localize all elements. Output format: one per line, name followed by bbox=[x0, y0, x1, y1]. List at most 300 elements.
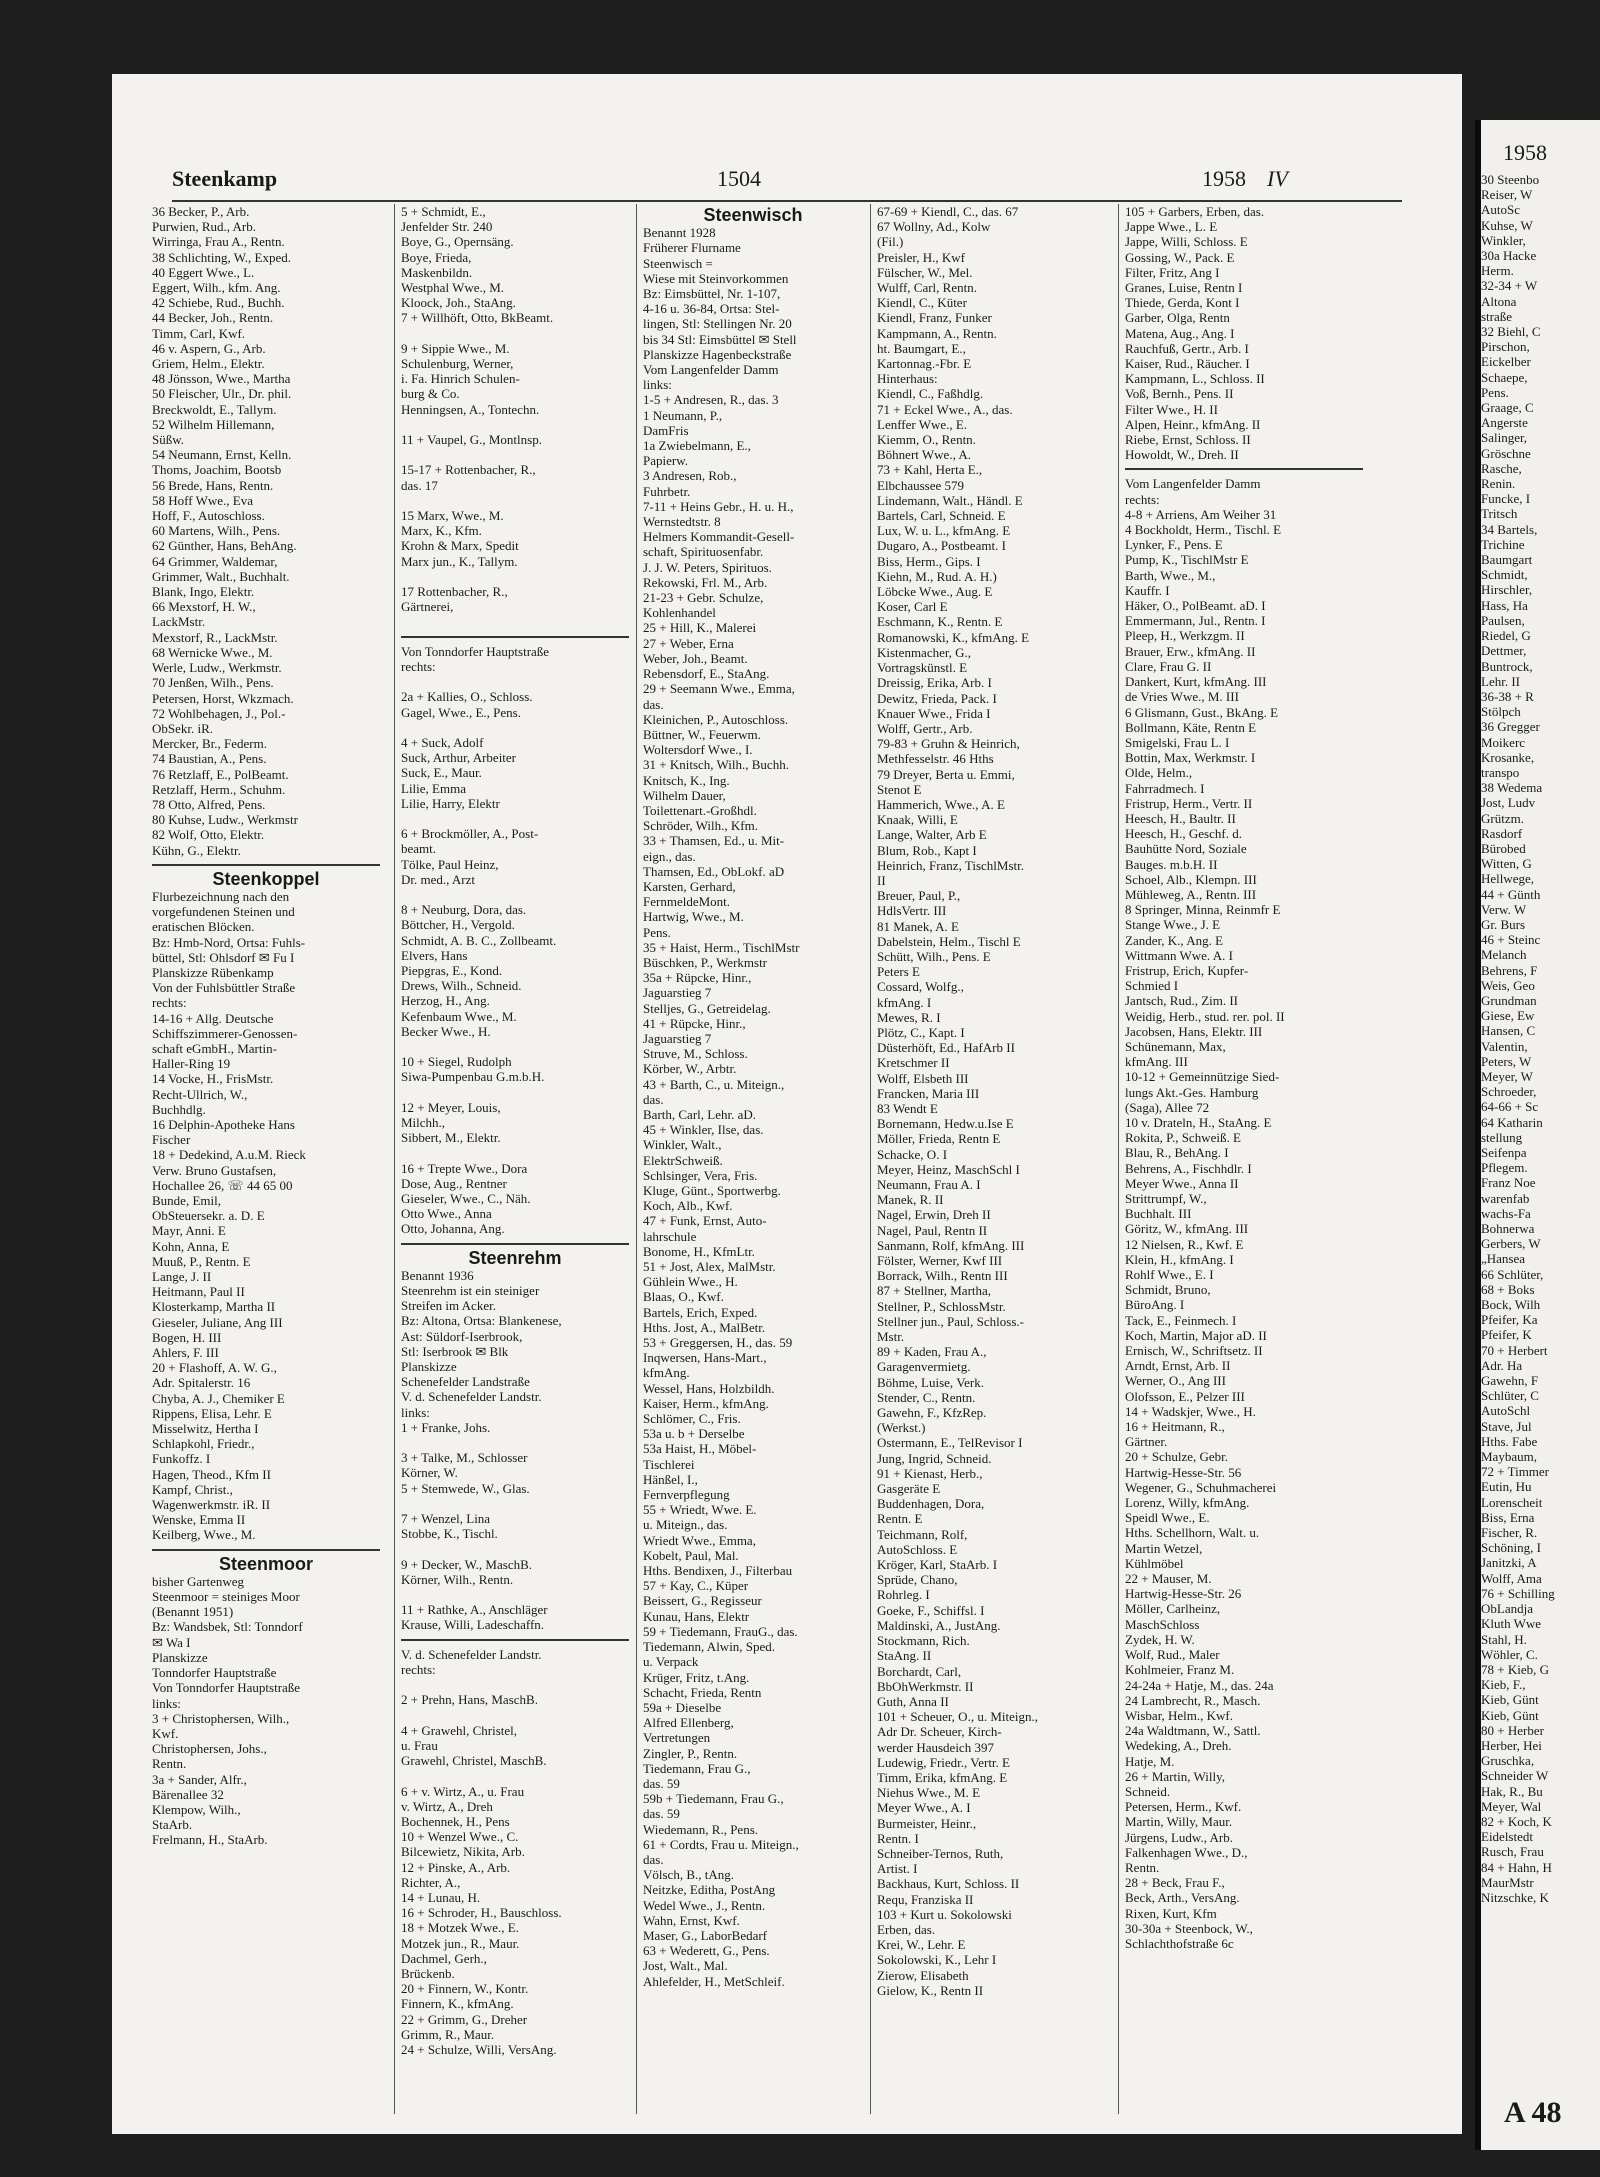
directory-entry bbox=[401, 1541, 629, 1556]
directory-entry: 7 + Willhöft, Otto, BkBeamt. bbox=[401, 310, 554, 326]
directory-entry: Schiffszimmerer-Genossen- bbox=[152, 1025, 298, 1041]
directory-entry: Rauchfuß, Gertr., Arb. I bbox=[1125, 340, 1249, 356]
adjacent-entry: Meyer, Wal bbox=[1481, 1798, 1542, 1814]
directory-entry: eratischen Blöcken. bbox=[152, 919, 255, 935]
directory-entry: Lindemann, Walt., Händl. E bbox=[877, 492, 1023, 508]
directory-entry: Thamsen, Ed., ObLokf. aD bbox=[643, 863, 785, 879]
directory-entry: Hochallee 26, ☏ 44 65 00 bbox=[152, 1177, 293, 1193]
directory-entry: Speidl Wwe., E. bbox=[1125, 1510, 1210, 1526]
directory-entry: Wolff, Gertr., Arb. bbox=[877, 720, 973, 736]
directory-entry: Buchhdlg. bbox=[152, 1101, 206, 1117]
directory-entry: Steenmoor = steiniges Moor bbox=[152, 1589, 300, 1605]
directory-entry: Kohlenhandel bbox=[643, 605, 716, 621]
directory-entry: Strittrumpf, W., bbox=[1125, 1191, 1207, 1206]
directory-entry: 89 + Kaden, Frau A., bbox=[877, 1344, 987, 1360]
directory-entry: 30-30a + Steenbock, W., bbox=[1125, 1920, 1253, 1936]
adjacent-entry: Hirschler, bbox=[1481, 582, 1533, 598]
directory-entry: bis 34 Stl: Eimsbüttel ✉ Stell bbox=[643, 331, 797, 347]
directory-entry: Dr. med., Arzt bbox=[401, 871, 476, 887]
directory-entry: Büttner, W., Feuerwm. bbox=[643, 726, 761, 742]
adjacent-entry: Melanch bbox=[1481, 947, 1527, 963]
adjacent-entry: Peters, W bbox=[1481, 1053, 1532, 1069]
directory-entry: Hoff, F., Autoschloss. bbox=[152, 508, 265, 524]
directory-entry: 14 + Wadskjer, Wwe., H. bbox=[1125, 1403, 1256, 1419]
directory-entry: ht. Baumgart, E., bbox=[877, 340, 966, 356]
directory-entry: 35a + Rüpcke, Hinr., bbox=[643, 970, 752, 986]
directory-entry: 22 + Grimm, G., Dreher bbox=[401, 2011, 528, 2027]
directory-entry: 10 + Siegel, Rudolph bbox=[401, 1054, 512, 1070]
directory-entry: Mewes, R. I bbox=[877, 1009, 941, 1025]
directory-entry: 6 Glismann, Gust., BkAng. E bbox=[1125, 704, 1279, 720]
directory-entry: 83 Wendt E bbox=[877, 1100, 938, 1116]
adjacent-entry: Eickelber bbox=[1481, 354, 1531, 370]
section-divider bbox=[1125, 468, 1363, 470]
directory-entry: Sokolowski, K., Lehr I bbox=[877, 1952, 997, 1968]
directory-entry: Otto Wwe., Anna bbox=[401, 1206, 492, 1222]
directory-entry: (Saga), Allee 72 bbox=[1125, 1099, 1210, 1115]
directory-entry: 10 v. Drateln, H., StaAng. E bbox=[1125, 1114, 1272, 1130]
directory-entry: 16 + Schroder, H., Bauschloss. bbox=[401, 1905, 562, 1921]
directory-entry: 56 Brede, Hans, Rentn. bbox=[152, 477, 274, 493]
directory-entry: Gärtnerei, bbox=[401, 599, 454, 615]
directory-entry: 82 Wolf, Otto, Elektr. bbox=[152, 827, 265, 843]
directory-entry: Pens. bbox=[643, 924, 671, 940]
directory-entry: 22 + Mauser, M. bbox=[1125, 1571, 1212, 1587]
directory-entry: Kiendl, Franz, Funker bbox=[877, 310, 992, 326]
directory-entry: Von der Fuhlsbüttler Straße bbox=[152, 980, 296, 996]
directory-entry: Alfred Ellenberg, bbox=[643, 1715, 734, 1731]
directory-entry: Marx jun., K., Tallym. bbox=[401, 553, 518, 569]
directory-entry: Gieseler, Wwe., C., Näh. bbox=[401, 1191, 531, 1206]
directory-entry: Brauer, Erw., kfmAng. II bbox=[1125, 643, 1256, 659]
adjacent-entry: 34 Bartels, bbox=[1481, 521, 1538, 537]
directory-entry: Blau, R., BehAng. I bbox=[1125, 1145, 1229, 1161]
directory-entry: Stockmann, Rich. bbox=[877, 1633, 970, 1649]
directory-entry: Henningsen, A., Tontechn. bbox=[401, 401, 540, 417]
directory-entry: Schneiber-Ternos, Ruth, bbox=[877, 1845, 1004, 1861]
street-heading: Steenwisch bbox=[703, 205, 803, 225]
adjacent-entry: 64-66 + Sc bbox=[1481, 1099, 1539, 1115]
adjacent-entry: Buntrock, bbox=[1481, 658, 1533, 674]
directory-entry: v. Wirtz, A., Dreh bbox=[401, 1798, 493, 1814]
directory-entry: 24 + Schulze, Willi, VersAng. bbox=[401, 2041, 557, 2057]
directory-entry: Schlsinger, Vera, Fris. bbox=[643, 1167, 758, 1183]
directory-entry: Lange, J. II bbox=[152, 1269, 212, 1285]
directory-entry: eign., das. bbox=[643, 848, 696, 864]
directory-entry: 10 + Wenzel Wwe., C. bbox=[401, 1829, 519, 1845]
directory-entry: 68 Wernicke Wwe., M. bbox=[152, 644, 273, 660]
adjacent-entry: Schneider W bbox=[1481, 1768, 1549, 1784]
directory-entry: Wisbar, Helm., Kwf. bbox=[1125, 1707, 1233, 1723]
directory-entry: Wenske, Emma II bbox=[152, 1512, 246, 1528]
directory-entry: das. bbox=[643, 1851, 664, 1867]
directory-entry: Ernisch, W., Schriftsetz. II bbox=[1125, 1343, 1263, 1359]
adjacent-entry: AutoSchl bbox=[1481, 1403, 1531, 1419]
directory-entry: Behrens, A., Fischhdlr. I bbox=[1125, 1160, 1252, 1176]
directory-entry: Fölster, Werner, Kwf III bbox=[877, 1253, 1003, 1269]
directory-entry: Kohn, Anna, E bbox=[152, 1238, 230, 1254]
directory-entry: Streifen im Acker. bbox=[401, 1298, 496, 1314]
directory-entry: 64 Grimmer, Waldemar, bbox=[152, 553, 278, 569]
directory-entry: Lilie, Emma bbox=[401, 780, 466, 796]
directory-entry: 53a Haist, H., Möbel- bbox=[643, 1441, 757, 1457]
directory-entry: Möller, Carlheinz, bbox=[1125, 1601, 1221, 1617]
directory-entry: das. 17 bbox=[401, 477, 438, 493]
directory-entry: Klempow, Wilh., bbox=[152, 1801, 241, 1817]
directory-entry: 79 Dreyer, Berta u. Emmi, bbox=[877, 766, 1015, 782]
directory-entry: Barth, Wwe., M., bbox=[1125, 567, 1216, 583]
directory-entry: Helmers Kommandit-Gesell- bbox=[643, 529, 795, 545]
directory-entry: 44 Becker, Joh., Rentn. bbox=[152, 310, 274, 326]
directory-entry: Toilettenart.-Großhdl. bbox=[643, 802, 757, 818]
directory-entry: 54 Neumann, Ernst, Kelln. bbox=[152, 447, 292, 463]
adjacent-entry: Hak, R., Bu bbox=[1481, 1783, 1543, 1799]
directory-entry: Fristrup, Herm., Vertr. II bbox=[1125, 795, 1253, 811]
directory-entry: Stellner, P., SchlossMstr. bbox=[877, 1298, 1006, 1314]
directory-entry: Papierw. bbox=[643, 453, 689, 469]
adjacent-entry: transpo bbox=[1481, 764, 1520, 780]
directory-entry: Karsten, Gerhard, bbox=[643, 878, 736, 894]
adjacent-entry: Pfeifer, K bbox=[1481, 1327, 1532, 1343]
directory-entry: Stange Wwe., J. E bbox=[1125, 917, 1221, 933]
directory-entry: II bbox=[877, 872, 886, 888]
directory-entry: Ludewig, Friedr., Vertr. E bbox=[877, 1754, 1010, 1770]
directory-entry: Kwf. bbox=[152, 1725, 179, 1741]
directory-entry: Christophersen, Johs., bbox=[152, 1741, 267, 1757]
directory-entry: Maskenbildn. bbox=[401, 264, 473, 280]
directory-entry: Gawehn, F., KfzRep. bbox=[877, 1405, 987, 1421]
directory-entry: Jantsch, Rud., Zim. II bbox=[1125, 993, 1239, 1009]
directory-entry: schaft eGmbH., Martin- bbox=[152, 1040, 277, 1056]
directory-entry: Bauhütte Nord, Soziale bbox=[1125, 841, 1247, 857]
adjacent-entry: Schmidt, bbox=[1481, 567, 1528, 583]
directory-entry: 24a Waldtmann, W., Sattl. bbox=[1125, 1723, 1261, 1739]
directory-entry: rechts: bbox=[152, 995, 187, 1011]
directory-entry: 51 + Jost, Alex, MalMstr. bbox=[643, 1259, 776, 1275]
directory-entry: 71 + Eckel Wwe., A., das. bbox=[877, 401, 1013, 417]
adjacent-entry: 36-38 + R bbox=[1481, 688, 1534, 704]
directory-entry: 26 + Martin, Willy, bbox=[1125, 1768, 1225, 1784]
directory-entry: Timm, Erika, kfmAng. E bbox=[877, 1769, 1008, 1785]
directory-entry: Fischer bbox=[152, 1132, 191, 1148]
directory-entry: 53a u. b + Derselbe bbox=[643, 1426, 745, 1442]
directory-entry: Romanowski, K., kfmAng. E bbox=[877, 629, 1030, 645]
adjacent-entry: Kieb, Günt bbox=[1481, 1692, 1539, 1708]
directory-entry: Kloock, Joh., StaAng. bbox=[401, 295, 516, 311]
directory-entry: Kleinichen, P., Autoschloss. bbox=[643, 711, 789, 727]
directory-entry: 55 + Wriedt, Wwe. E. bbox=[643, 1502, 757, 1518]
directory-entry: Buddenhagen, Dora, bbox=[877, 1496, 985, 1512]
directory-entry bbox=[401, 569, 629, 584]
directory-entry: Schneid. bbox=[1125, 1783, 1171, 1799]
directory-entry: 59b + Tiedemann, Frau G., bbox=[643, 1791, 784, 1807]
directory-entry: Heinrich, Franz, TischlMstr. bbox=[877, 857, 1024, 873]
adjacent-entry: Eutin, Hu bbox=[1481, 1479, 1532, 1495]
directory-entry: Beck, Arth., VersAng. bbox=[1125, 1890, 1240, 1906]
directory-entry: 7 + Wenzel, Lina bbox=[401, 1511, 491, 1527]
directory-entry: Von Tonndorfer Hauptstraße bbox=[152, 1680, 301, 1696]
directory-entry bbox=[401, 326, 629, 341]
adjacent-entry: Lehr. II bbox=[1481, 673, 1520, 689]
directory-entry: 24-24a + Hatje, M., das. 24a bbox=[1125, 1677, 1274, 1693]
directory-entry: 9 + Sippie Wwe., M. bbox=[401, 340, 510, 356]
adjacent-entry: Wöhler, C. bbox=[1481, 1646, 1538, 1662]
directory-entry: Fernverpflegung bbox=[643, 1487, 730, 1503]
adjacent-entry: 78 + Kieb, G bbox=[1481, 1661, 1549, 1677]
directory-entry: 20 + Finnern, W., Kontr. bbox=[401, 1981, 529, 1997]
adjacent-entry: Stahl, H. bbox=[1481, 1631, 1527, 1647]
directory-entry: HdlsVertr. III bbox=[877, 903, 947, 919]
directory-entry: Wahn, Ernst, Kwf. bbox=[643, 1912, 740, 1928]
directory-entry: Koser, Carl E bbox=[877, 599, 948, 615]
directory-entry: Olofsson, E., Pelzer III bbox=[1125, 1388, 1245, 1404]
adjacent-entry: Stölpch bbox=[1481, 704, 1521, 720]
directory-entry: 28 + Beck, Frau F., bbox=[1125, 1875, 1225, 1891]
directory-entry: Haller-Ring 19 bbox=[152, 1056, 231, 1072]
column-2 bbox=[394, 204, 629, 2114]
directory-entry: Rohlf Wwe., E. I bbox=[1125, 1267, 1214, 1283]
directory-entry: Bärenallee 32 bbox=[152, 1786, 224, 1802]
directory-entry: 8 Springer, Minna, Reinmfr E bbox=[1125, 902, 1281, 918]
directory-entry: Kampf, Christ., bbox=[152, 1481, 233, 1497]
directory-entry: 61 + Cordts, Frau u. Miteign., bbox=[643, 1836, 799, 1852]
directory-entry: StaArb. bbox=[152, 1817, 193, 1833]
directory-entry: ObSekr. iR. bbox=[152, 720, 214, 736]
adjacent-entry: AutoSc bbox=[1481, 202, 1520, 218]
directory-entry: (Werkst.) bbox=[877, 1420, 926, 1436]
directory-entry: Gärtner. bbox=[1125, 1434, 1168, 1450]
directory-entry: Klein, H., kfmAng. I bbox=[1125, 1251, 1234, 1267]
directory-entry: Martin, Willy, Maur. bbox=[1125, 1814, 1233, 1830]
directory-entry: J. J. W. Peters, Spirituos. bbox=[643, 559, 772, 575]
directory-entry: Weidig, Herb., stud. rer. pol. II bbox=[1125, 1008, 1285, 1024]
adjacent-entry: Reiser, W bbox=[1481, 187, 1533, 203]
directory-entry: Stelljes, G., Getreidelag. bbox=[643, 1000, 771, 1016]
adjacent-entry: Angerste bbox=[1481, 415, 1528, 431]
directory-entry: Tölke, Paul Heinz, bbox=[401, 856, 499, 872]
directory-entry: Flurbezeichnung nach den bbox=[152, 888, 290, 904]
directory-entry: Borchardt, Carl, bbox=[877, 1663, 962, 1679]
adjacent-entry: Kieb, F., bbox=[1481, 1677, 1526, 1693]
directory-entry: Thiede, Gerda, Kont I bbox=[1125, 295, 1240, 311]
directory-entry: 9 + Decker, W., MaschB. bbox=[401, 1556, 533, 1572]
directory-entry: 38 Schlichting, W., Exped. bbox=[152, 249, 292, 265]
column-3 bbox=[636, 204, 863, 2114]
directory-entry bbox=[401, 811, 629, 826]
directory-entry: 10-12 + Gemeinnützige Sied- bbox=[1125, 1069, 1280, 1085]
directory-entry: Kunau, Hans, Elektr bbox=[643, 1608, 750, 1624]
directory-entry: Von Tonndorfer Hauptstraße bbox=[401, 643, 550, 659]
directory-entry: bisher Gartenweg bbox=[152, 1573, 245, 1589]
directory-entry: Hagen, Theod., Kfm II bbox=[152, 1466, 271, 1482]
column-4 bbox=[870, 204, 1111, 2114]
directory-entry: Vom Langenfelder Damm bbox=[1125, 476, 1261, 492]
adjacent-page-lines bbox=[1481, 172, 1600, 1905]
directory-entry: Petersen, Herm., Kwf. bbox=[1125, 1799, 1242, 1815]
directory-entry: Schenefelder Landstraße bbox=[401, 1374, 530, 1390]
directory-entry: Heesch, H., Baultr. II bbox=[1125, 810, 1236, 826]
directory-entry: Clare, Frau G. II bbox=[1125, 658, 1212, 674]
directory-entry: Früherer Flurname bbox=[643, 240, 741, 256]
directory-entry: werder Hausdeich 397 bbox=[877, 1739, 994, 1755]
directory-entry: Böhnert Wwe., A. bbox=[877, 447, 971, 463]
directory-entry: Schoel, Alb., Klempn. III bbox=[1125, 871, 1257, 887]
directory-entry: Grawehl, Christel, MaschB. bbox=[401, 1753, 547, 1769]
directory-entry: vorgefundenen Steinen und bbox=[152, 904, 295, 920]
directory-entry: Wiedemann, R., Pens. bbox=[643, 1821, 759, 1837]
adjacent-entry: Pirschon, bbox=[1481, 339, 1530, 355]
adjacent-entry: Hellwege, bbox=[1481, 871, 1535, 887]
directory-entry: Benannt 1928 bbox=[643, 225, 716, 241]
directory-entry: Suck, E., Maur. bbox=[401, 765, 482, 781]
directory-entry: 5 + Schmidt, E., bbox=[401, 204, 486, 219]
directory-entry: Meyer, Heinz, MaschSchl I bbox=[877, 1161, 1020, 1177]
directory-entry: Rixen, Kurt, Kfm bbox=[1125, 1905, 1217, 1921]
directory-entry: Schlapkohl, Friedr., bbox=[152, 1436, 255, 1452]
directory-entry: de Vries Wwe., M. III bbox=[1125, 689, 1239, 705]
directory-entry: Bottin, Max, Werkmstr. I bbox=[1125, 750, 1256, 766]
directory-entry: 14 Vocke, H., FrisMstr. bbox=[152, 1071, 274, 1087]
directory-entry: Gieseler, Juliane, Ang III bbox=[152, 1314, 283, 1330]
directory-entry: Neitzke, Editha, PostAng bbox=[643, 1882, 776, 1898]
directory-entry: Jaguarstieg 7 bbox=[643, 1030, 712, 1046]
adjacent-entry: Graage, C bbox=[1481, 400, 1534, 416]
directory-entry: u. Frau bbox=[401, 1737, 438, 1753]
directory-entry: Klosterkamp, Martha II bbox=[152, 1299, 276, 1315]
directory-entry: Wernstedtstr. 8 bbox=[643, 514, 721, 530]
directory-entry: Heitmann, Paul II bbox=[152, 1284, 245, 1300]
directory-entry: Garagenvermietg. bbox=[877, 1359, 971, 1375]
directory-entry: 48 Jönsson, Wwe., Martha bbox=[152, 371, 291, 387]
directory-entry: (Fil.) bbox=[877, 234, 904, 250]
directory-entry: Westphal Wwe., M. bbox=[401, 280, 505, 296]
directory-entry: Goeke, F., Schiffsl. I bbox=[877, 1602, 985, 1618]
directory-entry: Ahlefelder, H., MetSchleif. bbox=[643, 1973, 785, 1989]
directory-entry: 4-16 u. 36-84, Ortsa: Stel- bbox=[643, 301, 780, 317]
directory-entry: 101 + Scheuer, O., u. Miteign., bbox=[877, 1709, 1038, 1725]
directory-entry: Wegener, G., Schuhmacherei bbox=[1125, 1479, 1277, 1495]
adjacent-entry: Gerbers, W bbox=[1481, 1236, 1541, 1252]
directory-entry: Knaak, Willi, E bbox=[877, 812, 958, 828]
adjacent-entry: Meyer, W bbox=[1481, 1068, 1533, 1084]
adjacent-entry: Gr. Burs bbox=[1481, 916, 1526, 932]
directory-entry: Kiendl, C., Küter bbox=[877, 295, 967, 311]
adjacent-entry: 66 Schlüter, bbox=[1481, 1266, 1544, 1282]
directory-entry: Werner, O., Ang III bbox=[1125, 1373, 1226, 1389]
directory-entry: Schmidt, A. B. C., Zollbeamt. bbox=[401, 932, 557, 948]
directory-entry: Bz: Altona, Ortsa: Blankenese, bbox=[401, 1313, 562, 1329]
directory-entry: Körner, W. bbox=[401, 1465, 458, 1481]
directory-entry: Dreissig, Erika, Arb. I bbox=[877, 675, 992, 691]
directory-entry: Jürgens, Ludw., Arb. bbox=[1125, 1829, 1233, 1845]
directory-entry: Mercker, Br., Federm. bbox=[152, 736, 268, 752]
directory-entry bbox=[401, 887, 629, 902]
directory-entry: Wriedt Wwe., Emma, bbox=[643, 1532, 756, 1548]
adjacent-entry: Adr. Ha bbox=[1481, 1357, 1523, 1373]
column-1 bbox=[152, 204, 380, 2114]
directory-entry: 73 + Kahl, Herta E., bbox=[877, 462, 983, 478]
adjacent-entry: wachs-Fa bbox=[1481, 1205, 1531, 1221]
directory-entry: Bollmann, Käte, Rentn E bbox=[1125, 719, 1257, 735]
directory-entry: Peters E bbox=[877, 964, 920, 980]
directory-entry bbox=[401, 1587, 629, 1602]
adjacent-entry: 84 + Hahn, H bbox=[1481, 1859, 1552, 1875]
section-divider bbox=[152, 864, 380, 866]
directory-entry: Ostermann, E., TelRevisor I bbox=[877, 1435, 1023, 1451]
adjacent-entry: Rasdorf bbox=[1481, 825, 1523, 841]
directory-entry: Tiedemann, Alwin, Sped. bbox=[643, 1639, 776, 1655]
directory-entry: 1 + Franke, Johs. bbox=[401, 1419, 491, 1435]
adjacent-entry: Paulsen, bbox=[1481, 612, 1525, 628]
directory-entry: Schmied I bbox=[1125, 978, 1179, 994]
directory-entry: Brückenb. bbox=[401, 1965, 455, 1981]
directory-entry: Riebe, Ernst, Schloss. II bbox=[1125, 432, 1251, 448]
directory-entry: 79-83 + Gruhn & Heinrich, bbox=[877, 736, 1020, 752]
directory-entry: 33 + Thamsen, Ed., u. Mit- bbox=[643, 833, 785, 849]
adjacent-entry: straße bbox=[1481, 308, 1513, 324]
directory-entry: 91 + Kienast, Herb., bbox=[877, 1465, 983, 1481]
directory-entry: 60 Martens, Wilh., Pens. bbox=[152, 523, 281, 539]
directory-entry: Tischlerei bbox=[643, 1456, 695, 1472]
directory-entry: Rohrleg. I bbox=[877, 1587, 930, 1603]
directory-entry: Becker Wwe., H. bbox=[401, 1023, 491, 1039]
directory-entry: Blum, Rob., Kapt I bbox=[877, 842, 977, 858]
directory-entry: Keilberg, Wwe., M. bbox=[152, 1527, 256, 1543]
directory-entry: Jacobsen, Hans, Elektr. III bbox=[1125, 1023, 1263, 1039]
directory-entry: Boye, Frieda, bbox=[401, 249, 472, 265]
directory-entry: Mühleweg, A., Rentn. III bbox=[1125, 886, 1257, 902]
directory-entry: schaft, Spirituosenfabr. bbox=[643, 544, 764, 560]
directory-entry: Jaguarstieg 7 bbox=[643, 985, 712, 1001]
adjacent-entry: 80 + Herber bbox=[1481, 1722, 1544, 1738]
street-heading: Steenrehm bbox=[468, 1247, 562, 1268]
directory-entry: ObSteuersekr. a. D. E bbox=[152, 1208, 265, 1224]
directory-entry: 14-16 + Allg. Deutsche bbox=[152, 1010, 274, 1026]
directory-entry: Steenrehm ist ein steiniger bbox=[401, 1283, 540, 1299]
adjacent-entry: Baumgart bbox=[1481, 552, 1533, 568]
directory-entry: 17 Rottenbacher, R., bbox=[401, 584, 508, 600]
directory-entry: Chyba, A. J., Chemiker E bbox=[152, 1390, 285, 1406]
adjacent-entry: Gruschka, bbox=[1481, 1753, 1535, 1769]
directory-entry: Maser, G., LaborBedarf bbox=[643, 1927, 768, 1943]
directory-entry: 46 v. Aspern, G., Arb. bbox=[152, 340, 266, 356]
directory-entry: Gasgeräte E bbox=[877, 1481, 941, 1497]
directory-entry: Weber, Joh., Beamt. bbox=[643, 650, 748, 666]
directory-entry: Rentn. bbox=[1125, 1859, 1160, 1875]
directory-entry bbox=[401, 1435, 629, 1450]
directory-entry: Kaiser, Herm., kfmAng. bbox=[643, 1395, 769, 1411]
directory-entry: Dugaro, A., Postbeamt. I bbox=[877, 538, 1006, 554]
directory-entry bbox=[401, 1677, 629, 1692]
adjacent-entry: Bohnerwa bbox=[1481, 1221, 1535, 1237]
directory-entry: Völsch, B., tAng. bbox=[643, 1867, 734, 1883]
directory-entry: Methfesselstr. 46 Hths bbox=[877, 751, 994, 767]
directory-entry: i. Fa. Hinrich Schulen- bbox=[401, 371, 520, 387]
directory-entry: Verw. Bruno Gustafsen, bbox=[152, 1162, 277, 1178]
directory-entry: Siwa-Pumpenbau G.m.b.H. bbox=[401, 1069, 545, 1085]
directory-entry: Zierow, Elisabeth bbox=[877, 1967, 969, 1983]
directory-entry: Rekowski, Frl. M., Arb. bbox=[643, 574, 768, 590]
directory-entry: Filter, Fritz, Ang I bbox=[1125, 264, 1220, 280]
directory-entry: Löbcke Wwe., Aug. E bbox=[877, 584, 993, 600]
directory-entry: Planskizze Hagenbeckstraße bbox=[643, 346, 792, 362]
directory-entry: Smigelski, Frau L. I bbox=[1125, 734, 1230, 750]
directory-entry: Elbchaussee 579 bbox=[877, 477, 965, 493]
directory-entry: Mexstorf, R., LackMstr. bbox=[152, 629, 278, 645]
section-divider bbox=[401, 636, 629, 638]
directory-entry: Häker, O., PolBeamt. aD. I bbox=[1125, 598, 1266, 614]
directory-entry: 4 + Suck, Adolf bbox=[401, 734, 484, 750]
